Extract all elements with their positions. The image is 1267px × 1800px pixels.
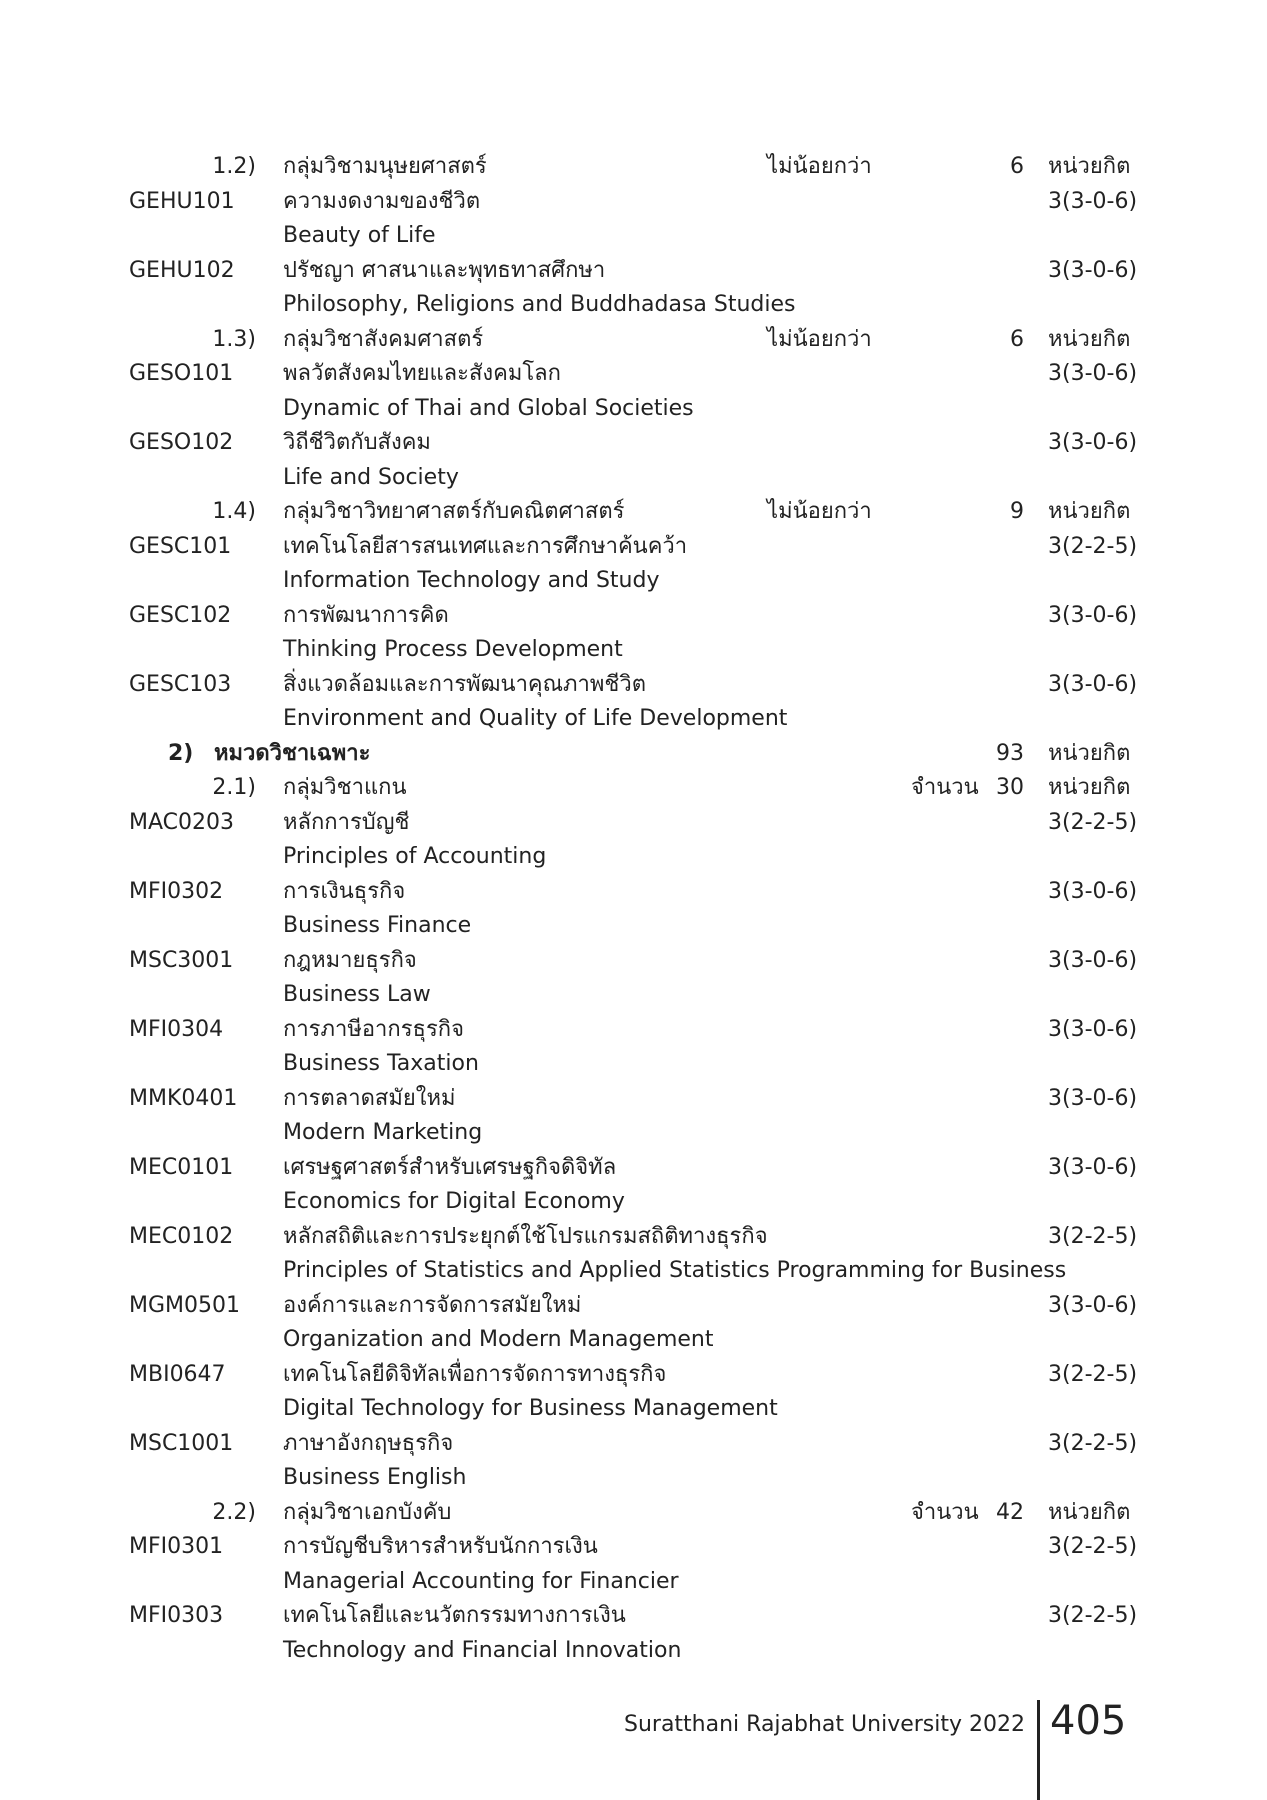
course-code: MFI0304 — [129, 1016, 224, 1042]
course-credit: 3(2-2-5) — [1048, 1603, 1138, 1628]
course-title-th: การภาษีอากรธุรกิจ — [283, 1016, 465, 1042]
course-list — [0, 150, 1267, 1668]
subgroup-header — [0, 771, 1267, 806]
course-title-th: เทคโนโลยีสารสนเทศและการศึกษาค้นคว้า — [283, 533, 688, 559]
footer-publisher: Suratthani Rajabhat University 2022 — [623, 1712, 1025, 1737]
course-code: MEC0101 — [129, 1154, 234, 1180]
subgroup-count: 30 — [996, 775, 1024, 800]
course-english-row — [0, 840, 1267, 875]
group-number: 1.2) — [212, 154, 256, 179]
course-code: MFI0302 — [129, 878, 224, 904]
course-credit: 3(2-2-5) — [1048, 1223, 1138, 1249]
course-credit: 3(3-0-6) — [1048, 671, 1138, 697]
course-row — [0, 944, 1267, 979]
course-english-row — [0, 564, 1267, 599]
course-title-en: Life and Society — [283, 464, 459, 490]
group-header — [0, 495, 1267, 530]
course-english-row — [0, 1185, 1267, 1220]
course-title-th: เทคโนโลยีและนวัตกรรมทางการเงิน — [283, 1603, 626, 1628]
course-row — [0, 1151, 1267, 1186]
course-title-th: การเงินธุรกิจ — [283, 878, 406, 904]
course-row — [0, 875, 1267, 910]
course-english-row — [0, 1565, 1267, 1600]
course-code: GESC102 — [129, 602, 232, 628]
course-credit: 3(2-2-5) — [1048, 1534, 1138, 1559]
course-row — [0, 1289, 1267, 1324]
group-qualifier: ไม่น้อยกว่า — [767, 499, 872, 524]
course-code: MGM0501 — [129, 1292, 240, 1318]
course-code: MAC0203 — [129, 809, 234, 835]
footer-divider — [1037, 1700, 1040, 1800]
subgroup-count: 42 — [996, 1499, 1024, 1525]
course-title-en: Business Law — [283, 982, 431, 1007]
course-title-th: เศรษฐศาสตร์สำหรับเศรษฐกิจดิจิทัล — [283, 1154, 617, 1180]
course-title-en: Philosophy, Religions and Buddhadasa Studies — [283, 292, 796, 317]
course-row — [0, 1427, 1267, 1462]
course-code: MMK0401 — [129, 1085, 238, 1111]
section-number: 2) — [168, 740, 194, 766]
course-title-en: Principles of Accounting — [283, 844, 547, 869]
group-header — [0, 150, 1267, 185]
course-english-row — [0, 1323, 1267, 1358]
group-header — [0, 323, 1267, 358]
course-english-row — [0, 633, 1267, 668]
subgroup-title: กลุ่มวิชาแกน — [283, 775, 407, 800]
course-row — [0, 254, 1267, 289]
course-english-row — [0, 1047, 1267, 1082]
course-title-en: Environment and Quality of Life Development — [283, 706, 788, 731]
course-code: GEHU102 — [129, 257, 235, 283]
page-number: 405 — [1050, 1698, 1127, 1744]
course-credit: 3(3-0-6) — [1048, 1292, 1138, 1318]
course-title-th: หลักสถิติและการประยุกต์ใช้โปรแกรมสถิติทางธุรกิจ — [283, 1223, 768, 1249]
course-code: MFI0303 — [129, 1603, 224, 1628]
course-credit: 3(3-0-6) — [1048, 947, 1138, 973]
subgroup-credit-unit: หน่วยกิต — [1048, 775, 1131, 800]
course-title-en: Thinking Process Development — [283, 637, 623, 662]
course-credit: 3(2-2-5) — [1048, 1430, 1138, 1456]
course-credit: 3(3-0-6) — [1048, 430, 1138, 455]
course-row — [0, 357, 1267, 392]
course-title-en: Technology and Financial Innovation — [283, 1637, 682, 1663]
group-title: กลุ่มวิชามนุษยศาสตร์ — [283, 154, 487, 179]
subgroup-header — [0, 1496, 1267, 1531]
course-title-th: การตลาดสมัยใหม่ — [283, 1085, 456, 1111]
course-title-th: ปรัชญา ศาสนาและพุทธทาสศึกษา — [283, 257, 606, 283]
subgroup-count-label: จำนวน — [911, 775, 979, 800]
course-row — [0, 599, 1267, 634]
course-english-row — [0, 288, 1267, 323]
course-row — [0, 668, 1267, 703]
group-qualifier: ไม่น้อยกว่า — [767, 326, 872, 352]
group-qualifier: ไม่น้อยกว่า — [767, 154, 872, 179]
group-credit-amount: 9 — [1010, 499, 1024, 524]
course-row — [0, 530, 1267, 565]
course-title-en: Business Taxation — [283, 1051, 479, 1076]
course-title-th: ภาษาอังกฤษธุรกิจ — [283, 1430, 454, 1456]
course-row — [0, 806, 1267, 841]
group-credit-amount: 6 — [1010, 154, 1024, 179]
course-code: MFI0301 — [129, 1534, 224, 1559]
course-credit: 3(3-0-6) — [1048, 188, 1138, 214]
course-credit: 3(3-0-6) — [1048, 1016, 1138, 1042]
group-credit-unit: หน่วยกิต — [1048, 499, 1131, 524]
course-title-th: องค์การและการจัดการสมัยใหม่ — [283, 1292, 582, 1318]
course-row — [0, 1599, 1267, 1634]
subgroup-credit-unit: หน่วยกิต — [1048, 1499, 1131, 1525]
subgroup-number: 2.1) — [212, 775, 256, 800]
course-english-row — [0, 702, 1267, 737]
course-title-th: หลักการบัญชี — [283, 809, 410, 835]
group-credit-unit: หน่วยกิต — [1048, 326, 1131, 352]
course-credit: 3(3-0-6) — [1048, 602, 1138, 628]
course-credit: 3(3-0-6) — [1048, 361, 1138, 386]
course-title-en: Organization and Modern Management — [283, 1327, 714, 1352]
course-code: GESO101 — [129, 361, 234, 386]
course-credit: 3(2-2-5) — [1048, 533, 1138, 559]
course-title-th: การบัญชีบริหารสำหรับนักการเงิน — [283, 1534, 598, 1559]
course-title-th: พลวัตสังคมไทยและสังคมโลก — [283, 361, 561, 386]
course-title-en: Business English — [283, 1465, 467, 1490]
course-title-en: Economics for Digital Economy — [283, 1189, 625, 1214]
course-title-en: Dynamic of Thai and Global Societies — [283, 395, 694, 421]
course-title-th: กฎหมายธุรกิจ — [283, 947, 417, 973]
course-credit: 3(3-0-6) — [1048, 1154, 1138, 1180]
course-row — [0, 1220, 1267, 1255]
course-title-th: การพัฒนาการคิด — [283, 602, 449, 628]
course-title-en: Modern Marketing — [283, 1120, 483, 1145]
course-code: MBI0647 — [129, 1361, 226, 1387]
section-title: หมวดวิชาเฉพาะ — [214, 740, 371, 766]
course-credit: 3(3-0-6) — [1048, 1085, 1138, 1111]
group-title: กลุ่มวิชาสังคมศาสตร์ — [283, 326, 484, 352]
course-english-row — [0, 392, 1267, 427]
course-row — [0, 1530, 1267, 1565]
course-code: MSC1001 — [129, 1430, 234, 1456]
course-code: MSC3001 — [129, 947, 234, 973]
course-title-en: Information Technology and Study — [283, 568, 660, 593]
course-english-row — [0, 1634, 1267, 1669]
course-title-en: Managerial Accounting for Financier — [283, 1568, 679, 1594]
section-credit-unit: หน่วยกิต — [1048, 740, 1131, 766]
course-row — [0, 1082, 1267, 1117]
section-credit-amount: 93 — [996, 740, 1024, 766]
course-row — [0, 1358, 1267, 1393]
course-row — [0, 185, 1267, 220]
course-code: GESC103 — [129, 671, 232, 697]
course-title-en: Principles of Statistics and Applied Statistics Programming for Business — [283, 1258, 1067, 1283]
course-english-row — [0, 219, 1267, 254]
course-title-th: สิ่งแวดล้อมและการพัฒนาคุณภาพชีวิต — [283, 671, 646, 697]
course-row — [0, 1013, 1267, 1048]
subgroup-title: กลุ่มวิชาเอกบังคับ — [283, 1499, 452, 1525]
group-number: 1.3) — [212, 326, 256, 352]
course-code: GEHU101 — [129, 188, 235, 214]
group-title: กลุ่มวิชาวิทยาศาสตร์กับคณิตศาสตร์ — [283, 499, 625, 524]
course-code: GESC101 — [129, 533, 232, 559]
course-credit: 3(3-0-6) — [1048, 257, 1138, 283]
course-english-row — [0, 1461, 1267, 1496]
section-header — [0, 737, 1267, 772]
course-credit: 3(2-2-5) — [1048, 809, 1138, 835]
course-english-row — [0, 1392, 1267, 1427]
course-row — [0, 426, 1267, 461]
subgroup-count-label: จำนวน — [911, 1499, 979, 1525]
course-title-th: เทคโนโลยีดิจิทัลเพื่อการจัดการทางธุรกิจ — [283, 1361, 667, 1387]
group-credit-unit: หน่วยกิต — [1048, 154, 1131, 179]
course-english-row — [0, 978, 1267, 1013]
course-title-en: Digital Technology for Business Management — [283, 1396, 778, 1421]
course-title-en: Business Finance — [283, 913, 472, 938]
group-credit-amount: 6 — [1010, 326, 1024, 352]
subgroup-number: 2.2) — [212, 1499, 256, 1525]
course-code: MEC0102 — [129, 1223, 234, 1249]
course-english-row — [0, 1254, 1267, 1289]
course-title-th: ความงดงามของชีวิต — [283, 188, 481, 214]
course-title-th: วิถีชีวิตกับสังคม — [283, 430, 431, 455]
course-english-row — [0, 461, 1267, 496]
course-credit: 3(2-2-5) — [1048, 1361, 1138, 1387]
course-title-en: Beauty of Life — [283, 223, 436, 248]
course-english-row — [0, 909, 1267, 944]
course-credit: 3(3-0-6) — [1048, 878, 1138, 904]
page-footer — [0, 1700, 1267, 1800]
course-english-row — [0, 1116, 1267, 1151]
course-code: GESO102 — [129, 430, 234, 455]
group-number: 1.4) — [212, 499, 256, 524]
